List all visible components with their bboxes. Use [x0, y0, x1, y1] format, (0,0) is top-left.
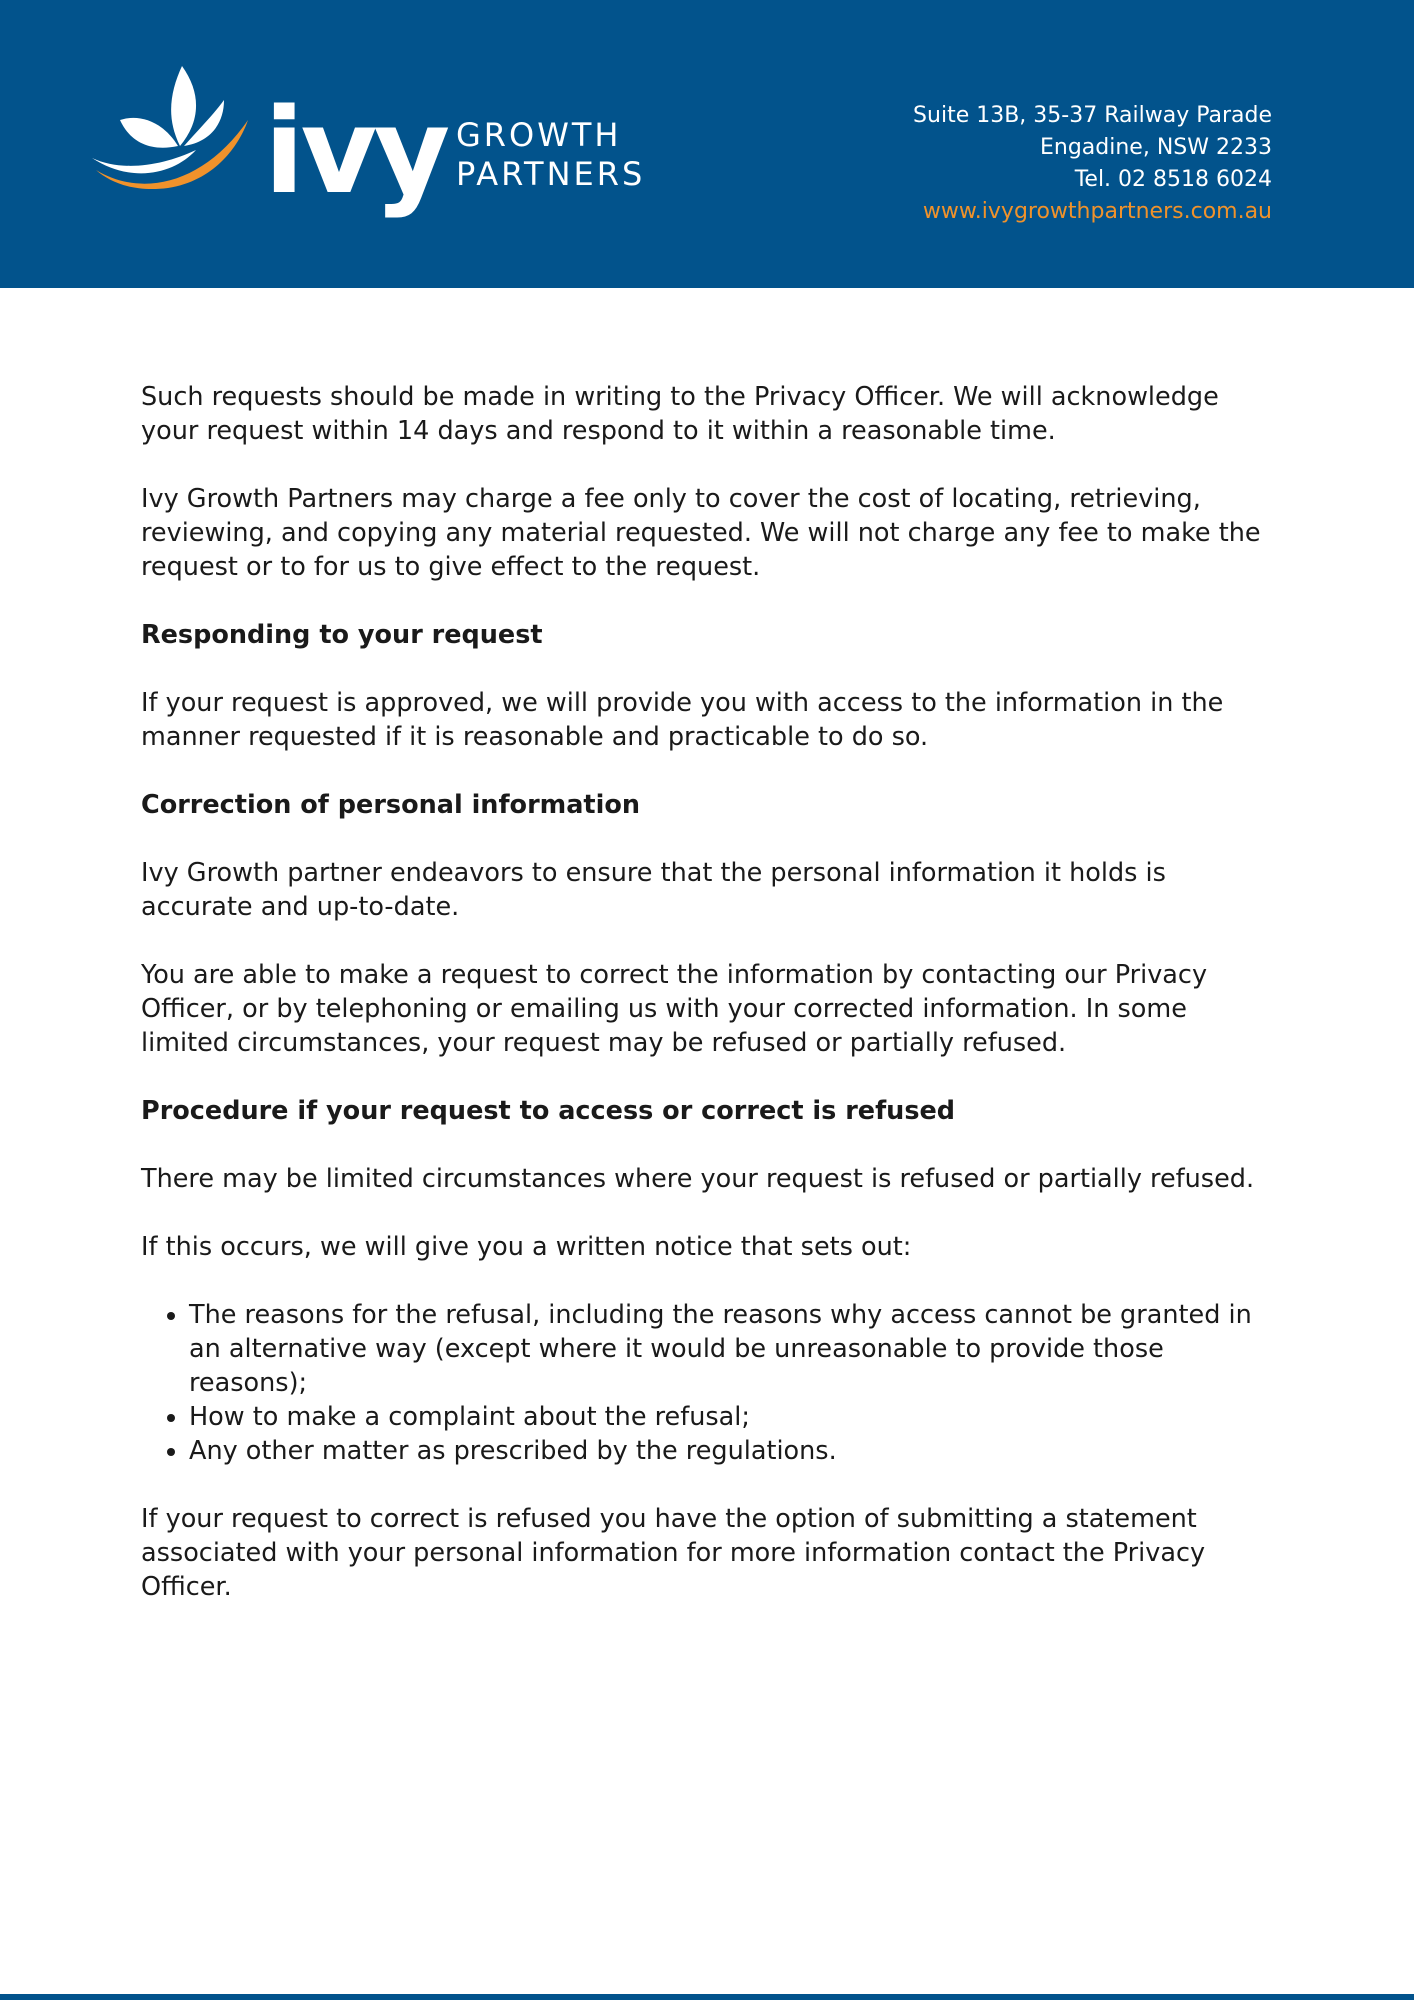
- phone-number: Tel. 02 8518 6024: [1074, 167, 1272, 192]
- list-item: • Any other matter as prescribed by the regulations.: [189, 1434, 1276, 1468]
- brand-subtitle: [456, 116, 645, 194]
- address-line-2: Engadine, NSW 2233: [1040, 135, 1272, 160]
- contact-block: [913, 100, 1272, 228]
- company-logo: [92, 62, 672, 222]
- document-body: [141, 380, 1276, 1638]
- paragraph-fee: Ivy Growth Partners may charge a fee only to cover the cost of locating, retrieving, reviewing, and copying any material requested. We will not charge any fee to make the request or to for us to give effect to the request.: [141, 484, 1261, 582]
- website-link[interactable]: www.ivygrowthpartners.com.au: [922, 199, 1272, 224]
- brand-word: ivy: [264, 82, 447, 220]
- heading-correction: Correction of personal information: [141, 790, 641, 820]
- footer-bar: [0, 1994, 1414, 2000]
- refusal-list: [141, 1298, 1276, 1468]
- heading-procedure: Procedure if your request to access or correct is refused: [141, 1096, 956, 1126]
- paragraph-approved: If your request is approved, we will provide you with access to the information in the manner requested if it is reasonable and practicable to do so.: [141, 688, 1224, 752]
- paragraph-statement: If your request to correct is refused you have the option of submitting a statement associated with your personal information for more information contact the Privacy Officer.: [141, 1504, 1206, 1602]
- list-item: • The reasons for the refusal, including the reasons why access cannot be granted in an alternative way (except where it would be unreasonable to provide those reasons);: [189, 1298, 1276, 1400]
- paragraph-limited: There may be limited circumstances where your request is refused or partially refused.: [141, 1164, 1255, 1194]
- list-item: • How to make a complaint about the refusal;: [189, 1400, 1276, 1434]
- paragraph-accuracy: Ivy Growth partner endeavors to ensure that the personal information it holds is accurate and up-to-date.: [141, 858, 1166, 922]
- leaf-logo-icon: [92, 62, 262, 202]
- paragraph-requests: Such requests should be made in writing to the Privacy Officer. We will acknowledge your request within 14 days and respond to it within a reasonable time.: [141, 382, 1219, 446]
- brand-sub-line-1: GROWTH: [456, 116, 622, 154]
- brand-sub-line-2: PARTNERS: [456, 155, 646, 193]
- address-line-1: Suite 13B, 35-37 Railway Parade: [913, 103, 1272, 128]
- letterhead-header: [0, 0, 1414, 288]
- paragraph-correct-request: You are able to make a request to correct the information by contacting our Privacy Officer, or by telephoning or emailing us with your corrected information. In some limited circumstances, your request may be refused or partially refused.: [141, 960, 1208, 1058]
- paragraph-notice: If this occurs, we will give you a written notice that sets out:: [141, 1232, 912, 1262]
- heading-responding: Responding to your request: [141, 620, 543, 650]
